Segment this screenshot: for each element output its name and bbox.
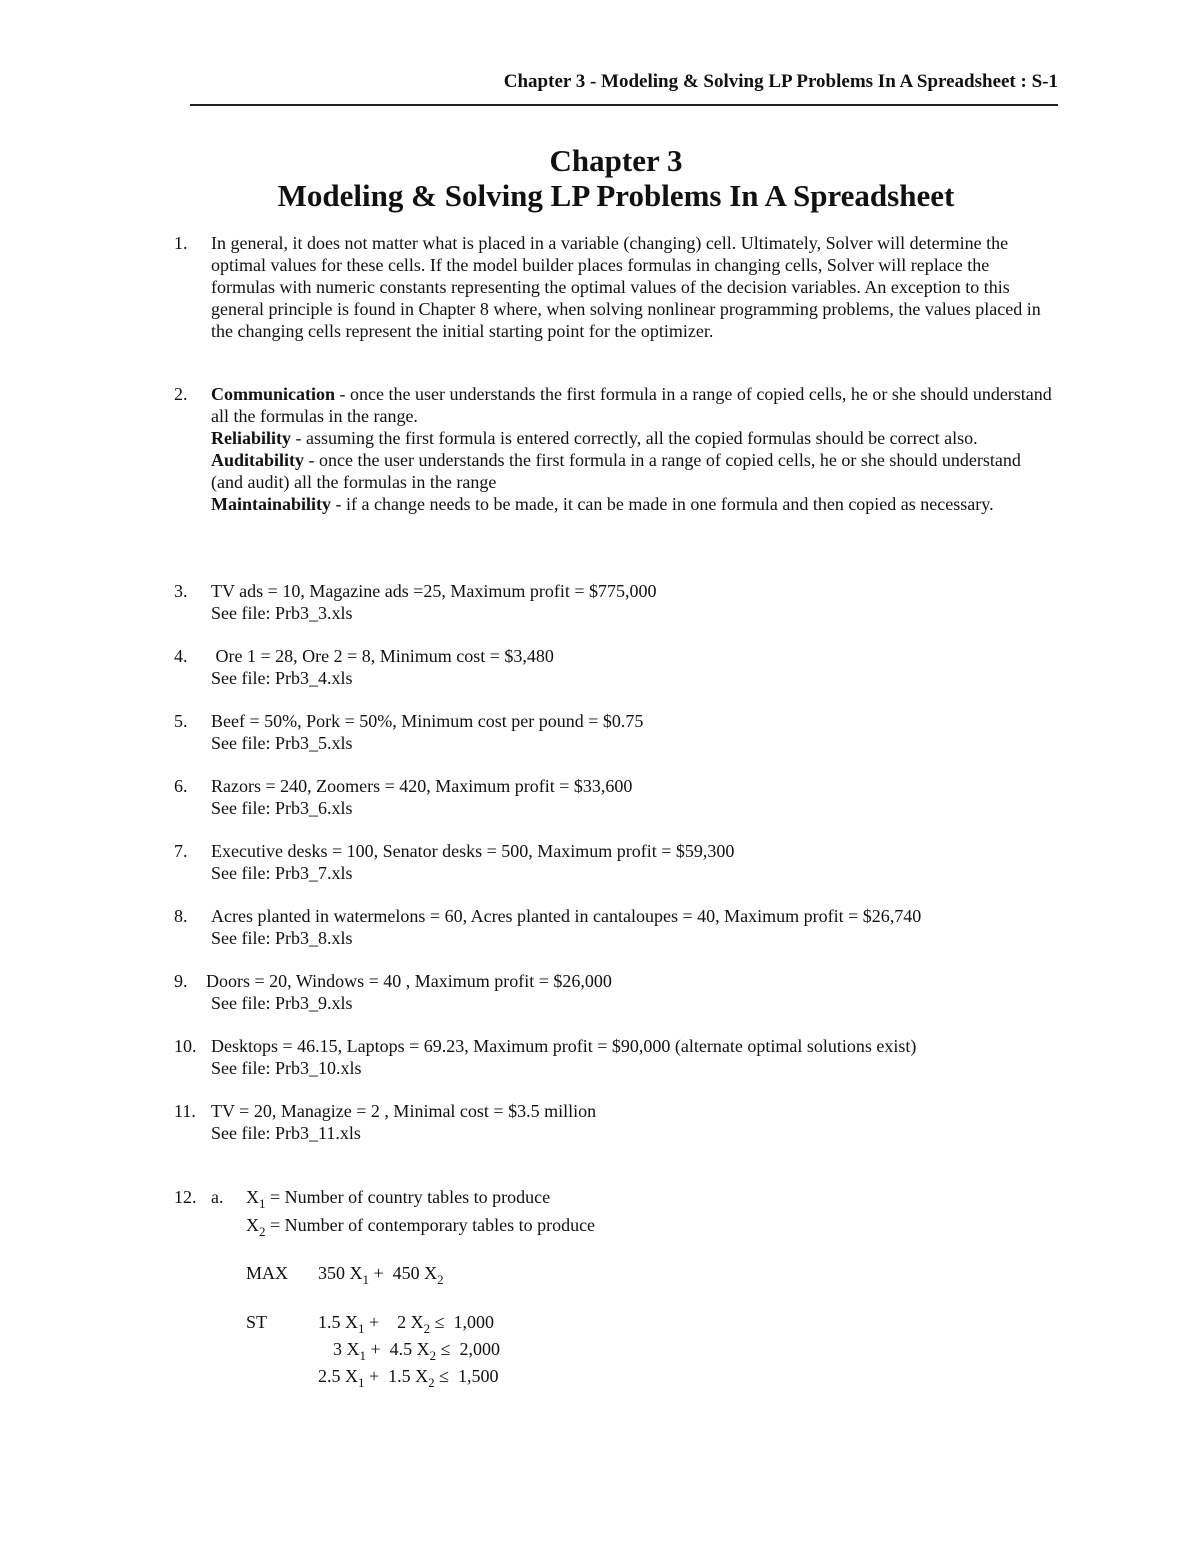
- subscript: 2: [429, 1348, 437, 1363]
- answer-result: Doors = 20, Windows = 40 , Maximum profit = $26,000: [206, 971, 612, 991]
- answer-number: 3.: [174, 581, 188, 601]
- variable-definition-2: [246, 1214, 596, 1239]
- answer-number: 7.: [174, 841, 188, 861]
- subscript: 2: [259, 1224, 266, 1239]
- answer-file: See file: Prb3_8.xls: [211, 928, 353, 948]
- communication-text: - once the user understands the first formula in a range of copied cells, he or she should understand all the formulas in the range.: [211, 384, 1052, 426]
- answer-result: Razors = 240, Zoomers = 420, Maximum profit = $33,600: [211, 776, 633, 796]
- coefficient: 1.5: [318, 1312, 341, 1332]
- auditability-text: - once the user understands the first formula in a range of copied cells, he or she should understand (and audit) all the formulas in the range: [211, 450, 1021, 492]
- answer-5: [174, 710, 1074, 754]
- answer-number: 5.: [174, 711, 188, 731]
- coefficient: 350: [318, 1263, 345, 1283]
- variable-symbol: X: [345, 1366, 358, 1386]
- chapter-title: Modeling & Solving LP Problems In A Spreadsheet: [277, 178, 955, 213]
- answer-11: [174, 1100, 1074, 1144]
- subscript: 1: [362, 1272, 369, 1287]
- communication-term: Communication: [211, 384, 336, 404]
- coefficient: 2.5: [318, 1366, 341, 1386]
- answer-result: TV ads = 10, Magazine ads =25, Maximum profit = $775,000: [211, 581, 657, 601]
- answer-number: 10.: [174, 1036, 197, 1056]
- answer-10: [174, 1035, 1074, 1079]
- answer-file: See file: Prb3_7.xls: [211, 863, 353, 883]
- answer-result: Executive desks = 100, Senator desks = 500, Maximum profit = $59,300: [211, 841, 735, 861]
- objective-function: [318, 1262, 444, 1287]
- variable-symbol: X: [416, 1339, 430, 1359]
- auditability-term: Auditability: [211, 450, 305, 470]
- answer-text: In general, it does not matter what is placed in a variable (changing) cell. Ultimately, Solver will determine the optimal values for these cells. If the model builder places formulas in changing cells, Solver will replace the formulas with numeric constants representing the optimal values of the decision variables. An exception to this general principle is found in Chapter 8 where, when solving nonlinear programming problems, the values placed in the changing cells represent the initial starting point for the optimizer.: [211, 233, 1041, 341]
- coefficient: + 450: [373, 1263, 420, 1283]
- answer-number: 11.: [174, 1101, 196, 1121]
- running-header: Chapter 3 - Modeling & Solving LP Problems In A Spreadsheet : S-1: [503, 71, 1058, 92]
- definition-text: = Number of contemporary tables to produce: [265, 1215, 596, 1235]
- coefficient: 3: [333, 1339, 342, 1359]
- rhs: ≤ 2,000: [440, 1339, 501, 1359]
- answer-2: [174, 383, 1054, 515]
- rhs: ≤ 1,500: [439, 1366, 499, 1386]
- variable-symbol: X: [410, 1312, 424, 1332]
- subscript: 2: [423, 1321, 431, 1336]
- answer-number: 4.: [174, 646, 188, 666]
- reliability-term: Reliability: [211, 428, 291, 448]
- answer-1: [174, 232, 1054, 342]
- answer-file: See file: Prb3_10.xls: [211, 1058, 362, 1078]
- max-label: MAX: [246, 1263, 289, 1283]
- variable-symbol: X: [246, 1187, 259, 1207]
- answer-file: See file: Prb3_3.xls: [211, 603, 353, 623]
- constraint-2: [333, 1338, 501, 1363]
- answer-3: [174, 580, 1074, 624]
- chapter-number-title: Chapter 3: [549, 143, 683, 178]
- answer-4: [174, 645, 1074, 689]
- answer-result: Desktops = 46.15, Laptops = 69.23, Maximum profit = $90,000 (alternate optimal solutions exist): [211, 1036, 917, 1056]
- coefficient: + 1.5: [369, 1366, 411, 1386]
- answer-file: See file: Prb3_5.xls: [211, 733, 353, 753]
- answer-result: Acres planted in watermelons = 60, Acres planted in cantaloupes = 40, Maximum profit = $26,740: [211, 906, 922, 926]
- variable-symbol: X: [415, 1366, 429, 1386]
- answer-9: [174, 970, 1074, 1014]
- answer-8: [174, 905, 1074, 949]
- rhs: ≤ 1,000: [434, 1312, 495, 1332]
- answer-file: See file: Prb3_4.xls: [211, 668, 353, 688]
- subscript: 1: [358, 1321, 365, 1336]
- reliability-paragraph: [211, 427, 1054, 449]
- answer-result: Ore 1 = 28, Ore 2 = 8, Minimum cost = $3,480: [211, 646, 554, 666]
- variable-symbol: X: [349, 1263, 363, 1283]
- header-rule: [190, 104, 1058, 106]
- definition-text: = Number of country tables to produce: [265, 1187, 551, 1207]
- subscript: 1: [358, 1375, 365, 1390]
- reliability-text: - assuming the first formula is entered correctly, all the copied formulas should be correct also.: [291, 428, 978, 448]
- auditability-paragraph: [211, 449, 1054, 493]
- variable-symbol: X: [246, 1215, 259, 1235]
- answer-6: [174, 775, 1074, 819]
- answer-file: See file: Prb3_11.xls: [211, 1123, 361, 1143]
- variable-symbol: X: [346, 1339, 360, 1359]
- answer-result: TV = 20, Managize = 2 , Minimal cost = $3.5 million: [211, 1101, 597, 1121]
- maintainability-paragraph: [211, 493, 1054, 515]
- answer-number: 12.: [174, 1187, 197, 1207]
- communication-paragraph: [211, 383, 1054, 427]
- variable-symbol: X: [345, 1312, 358, 1332]
- st-label: ST: [246, 1312, 268, 1332]
- answer-number: 8.: [174, 906, 188, 926]
- answer-number: 6.: [174, 776, 188, 796]
- subscript: 1: [359, 1348, 366, 1363]
- answer-number: 9.: [174, 971, 188, 991]
- subscript: 2: [428, 1375, 435, 1390]
- maintainability-text: - if a change needs to be made, it can be made in one formula and then copied as necessary.: [331, 494, 994, 514]
- variable-definition-1: [246, 1186, 551, 1211]
- answer-file: See file: Prb3_9.xls: [211, 993, 353, 1013]
- part-label: a.: [211, 1187, 224, 1207]
- constraint-3: [318, 1365, 499, 1390]
- subscript: 2: [437, 1272, 444, 1287]
- answer-result: Beef = 50%, Pork = 50%, Minimum cost per pound = $0.75: [211, 711, 644, 731]
- answer-7: [174, 840, 1074, 884]
- subscript: 1: [259, 1196, 266, 1211]
- coefficient: + 2: [369, 1312, 407, 1332]
- answer-file: See file: Prb3_6.xls: [211, 798, 353, 818]
- constraint-1: [318, 1311, 495, 1336]
- answer-number: 2.: [174, 384, 188, 404]
- maintainability-term: Maintainability: [211, 494, 332, 514]
- answer-number: 1.: [174, 233, 188, 253]
- coefficient: + 4.5: [370, 1339, 413, 1359]
- variable-symbol: X: [424, 1263, 438, 1283]
